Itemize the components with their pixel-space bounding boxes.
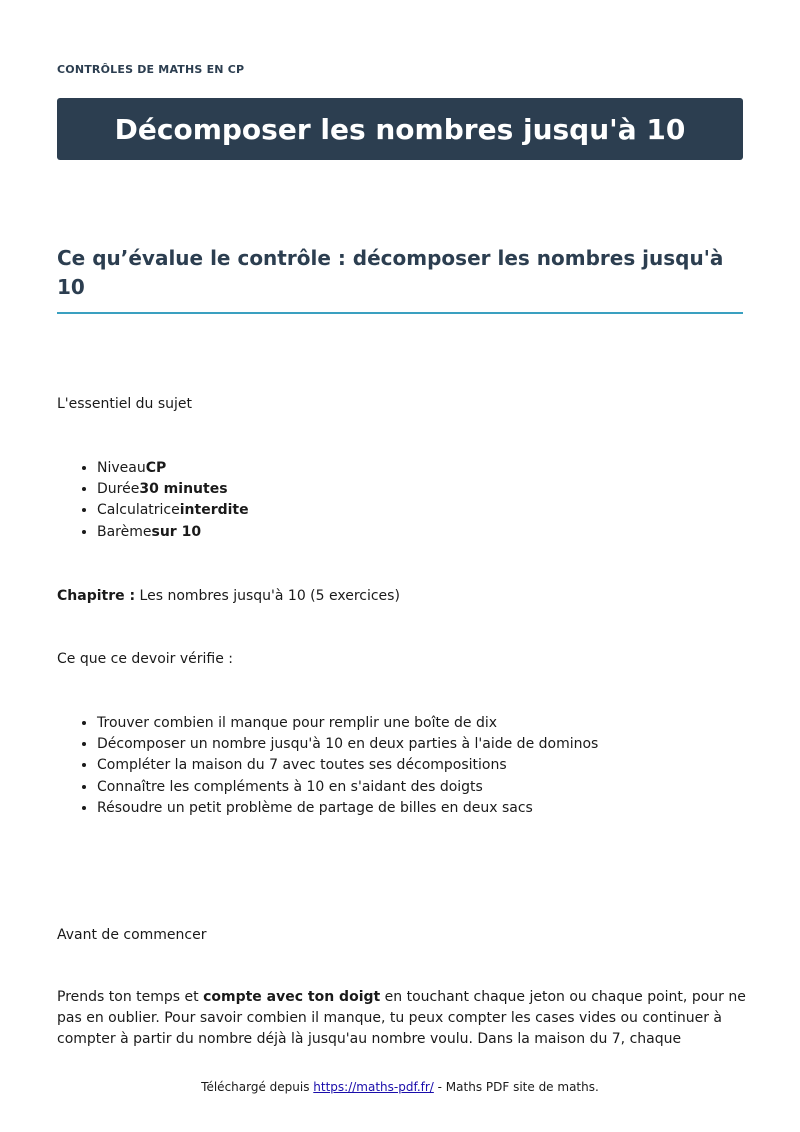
item-value: 30 minutes [139, 481, 228, 498]
chapter-line [57, 586, 747, 607]
list-item [97, 458, 249, 479]
intro-paragraph [57, 987, 747, 1050]
footer-prefix: Téléchargé depuis [201, 1080, 314, 1094]
intro-text-bold: compte avec ton doigt [203, 989, 381, 1005]
checks-list [57, 713, 598, 819]
list-item [97, 479, 249, 500]
item-value: interdite [179, 502, 249, 519]
item-value: CP [145, 460, 167, 476]
list-item: • Résoudre un petit problème de partage de billes en deux sacs [97, 798, 598, 819]
footer-link[interactable]: https://maths-pdf.fr/ [313, 1080, 434, 1094]
chapter-label: Chapitre : [57, 588, 136, 604]
document-title: Décomposer les nombres jusqu'à 10 [114, 112, 686, 146]
item-key: Durée [97, 481, 140, 498]
item-key: Barème [97, 523, 152, 540]
item-key: Calculatrice [97, 502, 180, 519]
list-item: • Décomposer un nombre jusqu'à 10 en deux parties à l'aide de dominos [97, 734, 598, 755]
list-item [97, 522, 249, 543]
page-footer [0, 1080, 800, 1094]
essentials-list [57, 458, 249, 543]
list-item: • Trouver combien il manque pour remplir une boîte de dix [97, 713, 598, 734]
list-item: • Connaître les compléments à 10 en s'aidant des doigts [97, 777, 598, 798]
section-heading: Ce qu’évalue le contrôle : décomposer les nombres jusqu'à 10 [57, 244, 743, 314]
document-kicker: CONTRÔLES DE MATHS EN CP [57, 63, 245, 76]
essentials-label: L'essentiel du sujet [57, 396, 193, 412]
intro-text-before: Prends ton temps et [57, 989, 204, 1005]
chapter-text: Les nombres jusqu'à 10 (5 exercices) [139, 588, 400, 604]
list-item: • Compléter la maison du 7 avec toutes ses décompositions [97, 755, 598, 776]
list-item [97, 500, 249, 521]
intro-text-after: en touchant chaque jeton ou chaque point, pour ne pas en oublier. Pour savoir combien il manque, tu peux compter les cases vides ou continuer à compter à partir du nombre déjà là jusqu'au nombre voulu. Dans la maison du 7, chaque [57, 989, 746, 1047]
item-key: Niveau [97, 460, 146, 476]
item-value: sur 10 [151, 523, 202, 540]
title-banner [57, 98, 743, 160]
intro-label: Avant de commencer [57, 927, 207, 943]
footer-suffix: - Maths PDF site de maths. [433, 1080, 599, 1094]
checks-label: Ce que ce devoir vérifie : [57, 651, 234, 667]
